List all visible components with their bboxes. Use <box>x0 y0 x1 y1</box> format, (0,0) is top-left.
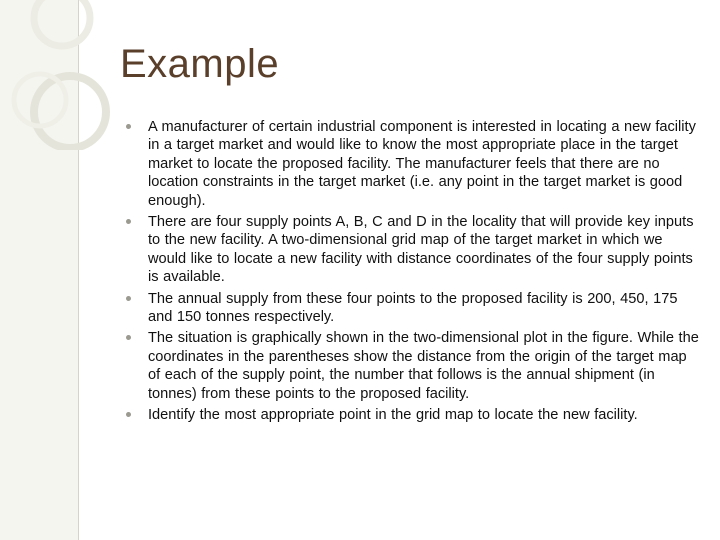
bullet-icon <box>126 412 131 417</box>
bullet-icon <box>126 335 131 340</box>
list-item <box>126 118 701 210</box>
bullet-text: A manufacturer of certain industrial component is interested in locating a new facility in a target market and would like to know the most appropriate place in the target market to locate the proposed facility. The manufacturer feels that there are no location constraints in the target market (i.e. any point in the target market is good enough). <box>148 119 696 209</box>
bullet-icon <box>126 124 131 129</box>
list-item <box>126 213 701 287</box>
bullet-text: The annual supply from these four points to the proposed facility is 200, 450, 175 and 150 tonnes respectively. <box>148 290 678 326</box>
bullet-icon <box>126 296 131 301</box>
bullet-icon <box>126 219 131 224</box>
slide-title: Example <box>120 42 280 86</box>
decorative-rings-icon <box>0 0 120 150</box>
bullet-text: Identify the most appropriate point in the grid map to locate the new facility. <box>148 407 638 424</box>
bullet-list <box>126 118 701 428</box>
list-item <box>126 406 701 424</box>
list-item <box>126 290 701 327</box>
list-item <box>126 329 701 403</box>
bullet-text: The situation is graphically shown in the two-dimensional plot in the figure. While the coordinates in the parentheses show the distance from the origin of the target map of each of the supply point, the number that follows is the annual shipment (in tonnes) from these points to the proposed facility. <box>148 330 699 402</box>
bullet-text: There are four supply points A, B, C and D in the locality that will provide key inputs to the new facility. A two-dimensional grid map of the target market in which we would like to locate a new facility with distance coordinates of the four supply points is available. <box>148 214 694 286</box>
